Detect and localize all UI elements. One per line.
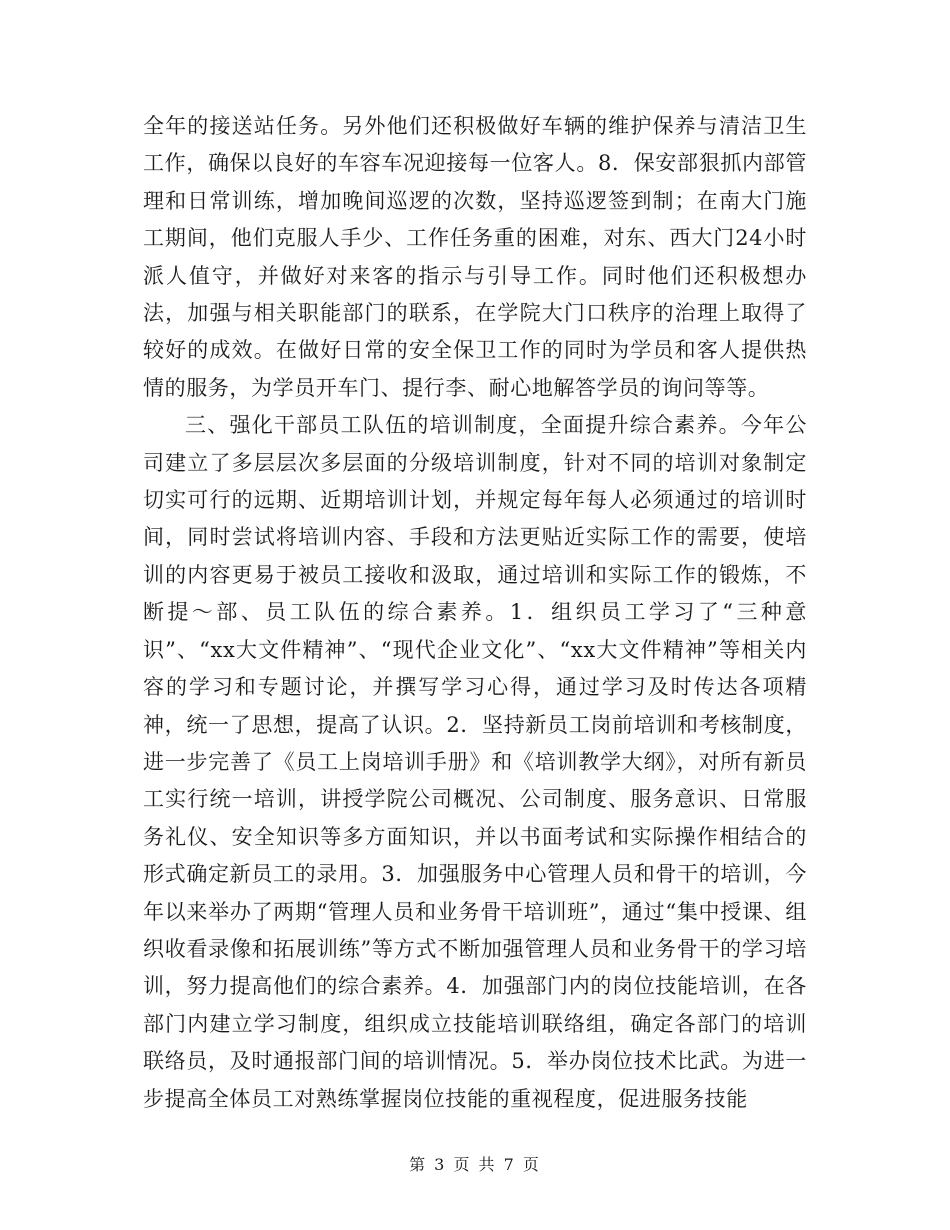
paragraph-section-three: 三、强化干部员工队伍的培训制度，全面提升综合素养。今年公司建立了多层层次多层面的分级培训制度，针对不同的培训对象制定切实可行的远期、近期培训计划，并规定每年每人必须通过的培训时间，同时尝试将培训内容、手段和方法更贴近实际工作的需要，使培训的内容更易于被员工接收和汲取，通过培训和实际工作的锻炼，不断提～部、员工队伍的综合素养。1．组织员工学习了“三种意识”、“xx大文件精神”、“现代企业文化”、“xx大文件精神”等相关内容的学习和专题讨论，并撰写学习心得，通过学习及时传达各项精神，统一了思想，提高了认识。2．坚持新员工岗前培训和考核制度，进一步完善了《员工上岗培训手册》和《培训教学大纲》，对所有新员工实行统一培训，讲授学院公司概况、公司制度、服务意识、日常服务礼仪、安全知识等多方面知识，并以书面考试和实际操作相结合的形式确定新员工的录用。3．加强服务中心管理人员和骨干的培训，今年以来举办了两期“管理人员和业务骨干培训班”，通过“集中授课、组织收看录像和拓展训练”等方式不断加强管理人员和业务骨干的学习培训，努力提高他们的综合素养。4．加强部门内的岗位技能培训，在各部门内建立学习制度，组织成立技能培训联络组，确定各部门的培训联络员，及时通报部门间的培训情况。5．举办岗位技术比武。为进一步提高全体员工对熟练掌握岗位技能的重视程度，促进服务技能 (143, 413, 807, 1111)
page-footer: 第 3 页 共 7 页 (409, 1155, 541, 1174)
paragraph-continuation: 全年的接送站任务。另外他们还积极做好车辆的维护保养与清洁卫生工作，确保以良好的车容车况迎接每一位客人。8．保安部狠抓内部管理和日常训练，增加晚间巡逻的次数，坚持巡逻签到制；在南大门施工期间，他们克服人手少、工作任务重的困难，对东、西大门24小时派人值守，并做好对来客的指示与引导工作。同时他们还积极想办法，加强与相关职能部门的联系，在学院大门口秩序的治理上取得了较好的成效。在做好日常的安全保卫工作的同时为学员和客人提供热情的服务，为学员开车门、提行李、耐心地解答学员的询问等等。 (143, 114, 807, 400)
body-text (143, 108, 807, 1118)
